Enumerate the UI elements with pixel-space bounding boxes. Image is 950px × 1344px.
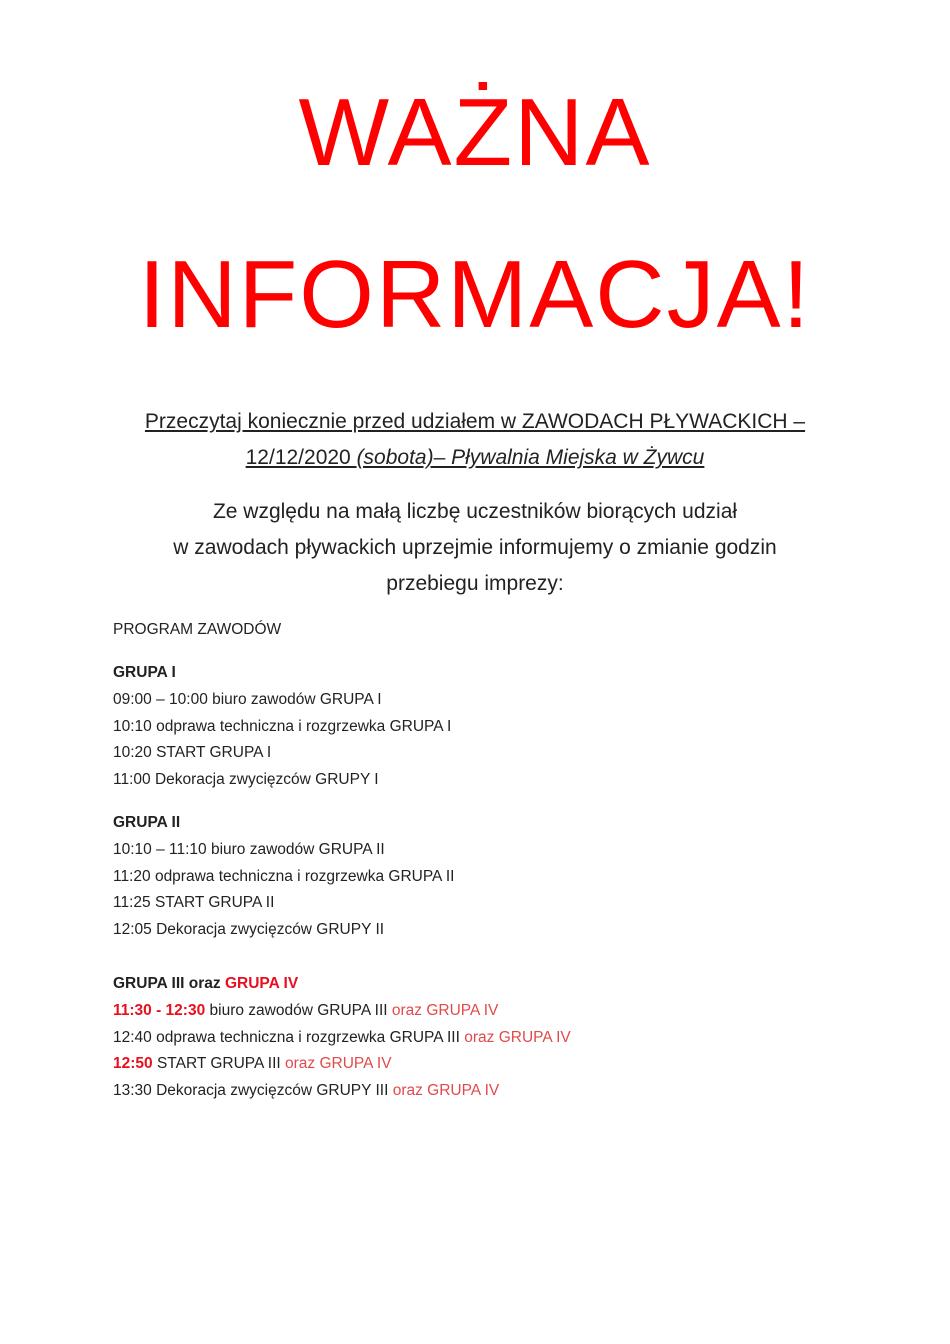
group3-title bbox=[113, 975, 298, 993]
schedule-item: 09:00 – 10:00 biuro zawodów GRUPA I bbox=[113, 691, 382, 708]
group1-title: GRUPA I bbox=[113, 664, 176, 681]
schedule-item: 11:20 odprawa techniczna i rozgrzewka GRUPA II bbox=[113, 868, 455, 885]
item-time: 12:40 bbox=[113, 1029, 152, 1046]
subtitle-day-venue: (sobota)– Pływalnia Miejska w Żywcu bbox=[356, 446, 705, 469]
item-text: Dekoracja zwycięzców GRUPY III bbox=[151, 1082, 393, 1099]
intro-line: przebiegu imprezy: bbox=[386, 572, 564, 595]
item-text: biuro zawodów GRUPA III bbox=[205, 1002, 392, 1019]
group3-title-b: GRUPA IV bbox=[224, 975, 299, 992]
schedule-item: 10:20 START GRUPA I bbox=[113, 744, 272, 761]
item-time: 13:30 bbox=[113, 1082, 152, 1099]
group2-title: GRUPA II bbox=[113, 814, 181, 831]
group3-title-a: GRUPA III oraz bbox=[113, 975, 225, 992]
item-time: 11:30 - 12:30 bbox=[113, 1002, 206, 1019]
item-text: START GRUPA III bbox=[152, 1055, 286, 1072]
heading-line-1: WAŻNA bbox=[298, 79, 652, 186]
schedule-item bbox=[113, 1082, 499, 1100]
item-extra: oraz GRUPA IV bbox=[285, 1055, 392, 1072]
schedule-item: 10:10 – 11:10 biuro zawodów GRUPA II bbox=[113, 841, 385, 858]
program-title: PROGRAM ZAWODÓW bbox=[113, 621, 282, 638]
subtitle-date: 12/12/2020 bbox=[245, 446, 357, 469]
item-extra: oraz GRUPA IV bbox=[464, 1029, 571, 1046]
heading-line-2: INFORMACJA! bbox=[138, 241, 812, 348]
schedule-item bbox=[113, 1055, 392, 1073]
item-time: 12:50 bbox=[113, 1055, 153, 1072]
schedule-item: 12:05 Dekoracja zwycięzców GRUPY II bbox=[113, 921, 385, 938]
schedule-item bbox=[113, 1029, 571, 1047]
item-text: odprawa techniczna i rozgrzewka GRUPA III bbox=[151, 1029, 465, 1046]
intro-line: w zawodach pływackich uprzejmie informujemy o zmianie godzin bbox=[173, 536, 777, 559]
item-extra: oraz GRUPA IV bbox=[391, 1002, 499, 1019]
schedule-item: 11:00 Dekoracja zwycięzców GRUPY I bbox=[113, 771, 379, 788]
intro-paragraph bbox=[0, 494, 950, 602]
schedule-item bbox=[113, 1002, 498, 1020]
subtitle-line-1: Przeczytaj koniecznie przed udziałem w ZAWODACH PŁYWACKICH – bbox=[144, 410, 806, 433]
subtitle-line-2 bbox=[0, 446, 950, 470]
intro-line: Ze względu na małą liczbę uczestników biorących udział bbox=[212, 500, 738, 523]
item-extra: oraz GRUPA IV bbox=[392, 1082, 500, 1099]
schedule-item: 10:10 odprawa techniczna i rozgrzewka GRUPA I bbox=[113, 718, 452, 735]
schedule-item: 11:25 START GRUPA II bbox=[113, 894, 275, 911]
